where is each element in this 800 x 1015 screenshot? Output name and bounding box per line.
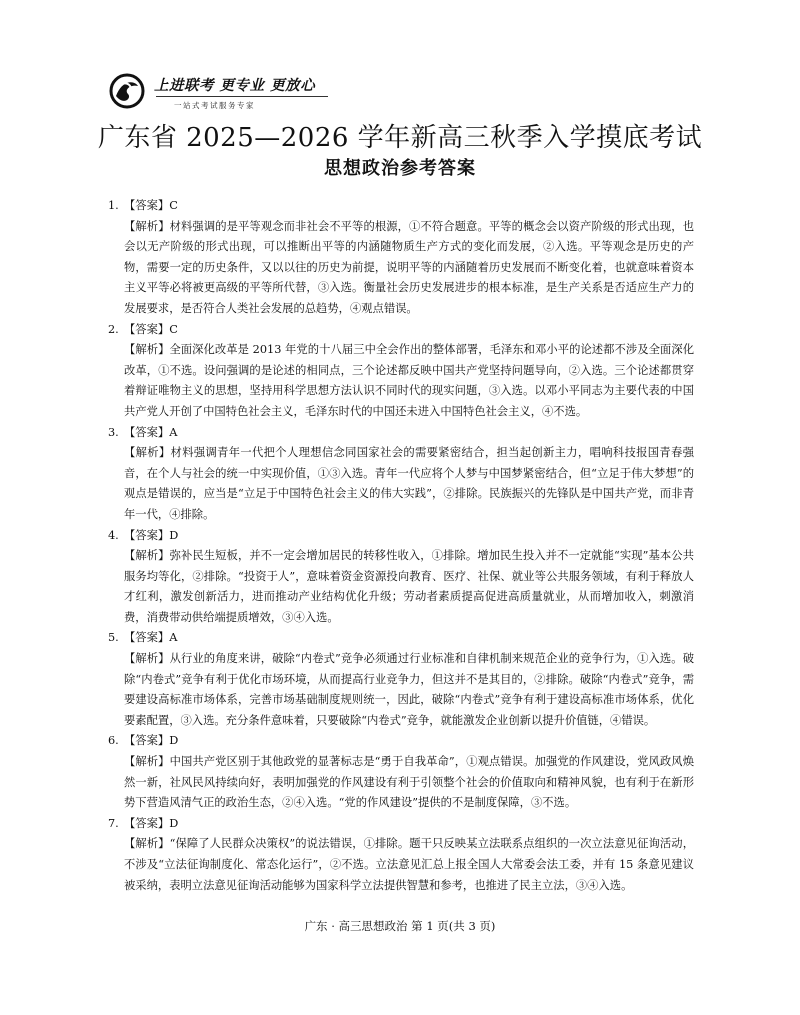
question-7 <box>108 814 694 896</box>
question-number: 1. <box>108 199 119 212</box>
answer-line: 【答案】C <box>124 199 178 212</box>
answer-line: 【答案】D <box>124 528 179 542</box>
answer-line: 【答案】A <box>124 425 178 439</box>
question-5 <box>108 628 694 731</box>
analysis-text: 【解析】“保障了人民群众决策权”的说法错误，①排除。题干只反映某立法联系点组织的一次立法意见征询活动，不涉及“立法征询制度化、常态化运行”，②不选。立法意见汇总上报全国人大常委会法工委，并有 15 条意见建议被采纳，表明立法意见征询活动能够为国家科学立法提供智慧和参考，也推进了民主立法，③④入选。 <box>124 837 694 892</box>
logo-swirl-icon <box>108 72 148 110</box>
analysis-text: 【解析】弥补民生短板，并不一定会增加居民的转移性收入，①排除。增加民生投入并不一定就能“实现”基本公共服务均等化，②排除。“投资于人”，意味着资金资源投向教育、医疗、社保、就业等公共服务领域，有利于释放人才红利，激发创新活力，进而推动产业结构优化升级；劳动者素质提高促进高质量就业，从而增加收入，刺激消费，消费带动供给端提质增效，③④入选。 <box>124 549 694 624</box>
logo-divider <box>156 96 328 97</box>
question-number: 7. <box>108 816 119 830</box>
analysis-text: 【解析】材料强调的是平等观念而非社会不平等的根源，①不符合题意。平等的概念会以资产阶级的形式出现，也会以无产阶级的形式出现，可以推断出平等的内涵随物质生产方式的变化而发展，②入选。平等观念是历史的产物，需要一定的历史条件，又以以往的历史为前提，说明平等的内涵随着历史发展而不断变化着，也就意味着资本主义平等必将被更高级的平等所代替，③入选。衡量社会历史发展进步的根本标准，是生产关系是否适应生产力的发展要求，是否符合人类社会发展的总趋势，④观点错误。 <box>124 219 694 315</box>
answer-line: 【答案】A <box>124 631 178 645</box>
analysis-text: 【解析】从行业的角度来讲，破除“内卷式”竞争必须通过行业标准和自律机制来规范企业的竞争行为，①入选。破除“内卷式”竞争有利于优化市场环境，从而提高行业竞争力，但这并不是其目的，②排除。破除“内卷式”竞争，需要建设高标准市场体系，完善市场基础制度规则统一，因此，破除“内卷式”竞争有利于建设高标准市场体系，优化要素配置，③入选。充分条件意味着，只要破除“内卷式”竞争，就能激发企业创新以提升价值链，④错误。 <box>124 652 694 727</box>
answer-line: 【答案】C <box>124 322 178 336</box>
logo-text: 上进联考 更专业 更放心 <box>154 78 316 94</box>
answer-line: 【答案】D <box>124 816 179 830</box>
question-number: 6. <box>108 734 119 748</box>
analysis-text: 【解析】全面深化改革是 2013 年党的十八届三中全会作出的整体部署，毛泽东和邓小平的论述都不涉及全面深化改革，①不选。设问强调的是论述的相同点，三个论述都反映中国共产党坚持问题导向，②入选。三个论述都贯穿着辩证唯物主义的思想，坚持用科学思想方法认识不同时代的现实问题，③入选。以邓小平同志为主要代表的中国共产党人开创了中国特色社会主义，毛泽东时代的中国还未进入中国特色社会主义，④不选。 <box>124 343 694 418</box>
logo-tagline: 一站式考试服务专家 <box>174 101 255 110</box>
question-number: 2. <box>108 322 119 336</box>
page-subtitle: 思想政治参考答案 <box>324 158 476 179</box>
analysis-text: 【解析】材料强调青年一代把个人理想信念同国家社会的需要紧密结合，担当起创新主力，唱响科技报国青春强音，在个人与社会的统一中实现价值，①③入选。青年一代应将个人梦与中国梦紧密结合，但“立足于伟大梦想”的观点是错误的，应当是“立足于中国特色社会主义的伟大实践”，②排除。民族振兴的先锋队是中国共产党，而非青年一代，④排除。 <box>124 446 694 521</box>
brand-logo <box>108 70 368 116</box>
question-6 <box>108 731 694 813</box>
answer-line: 【答案】D <box>124 734 179 748</box>
answer-list <box>108 196 694 896</box>
question-number: 3. <box>108 425 119 439</box>
question-1 <box>108 196 694 320</box>
question-number: 4. <box>108 528 119 542</box>
question-3 <box>108 423 694 526</box>
analysis-text: 【解析】中国共产党区别于其他政党的显著标志是“勇于自我革命”，①观点错误。加强党的作风建设，党风政风焕然一新，社风民风持续向好，表明加强党的作风建设有利于引领整个社会的价值取向和精神风貌，也有利于在新形势下营造风清气正的政治生态，②④入选。“党的作风建设”提供的不是制度保障，③不选。 <box>124 755 694 810</box>
question-number: 5. <box>108 631 119 645</box>
question-4 <box>108 526 694 629</box>
page-footer: 广东 · 高三思想政治 第 1 页(共 3 页) <box>304 919 496 933</box>
question-2 <box>108 320 694 423</box>
page-title: 广东省 2025—2026 学年新高三秋季入学摸底考试 <box>97 123 703 153</box>
